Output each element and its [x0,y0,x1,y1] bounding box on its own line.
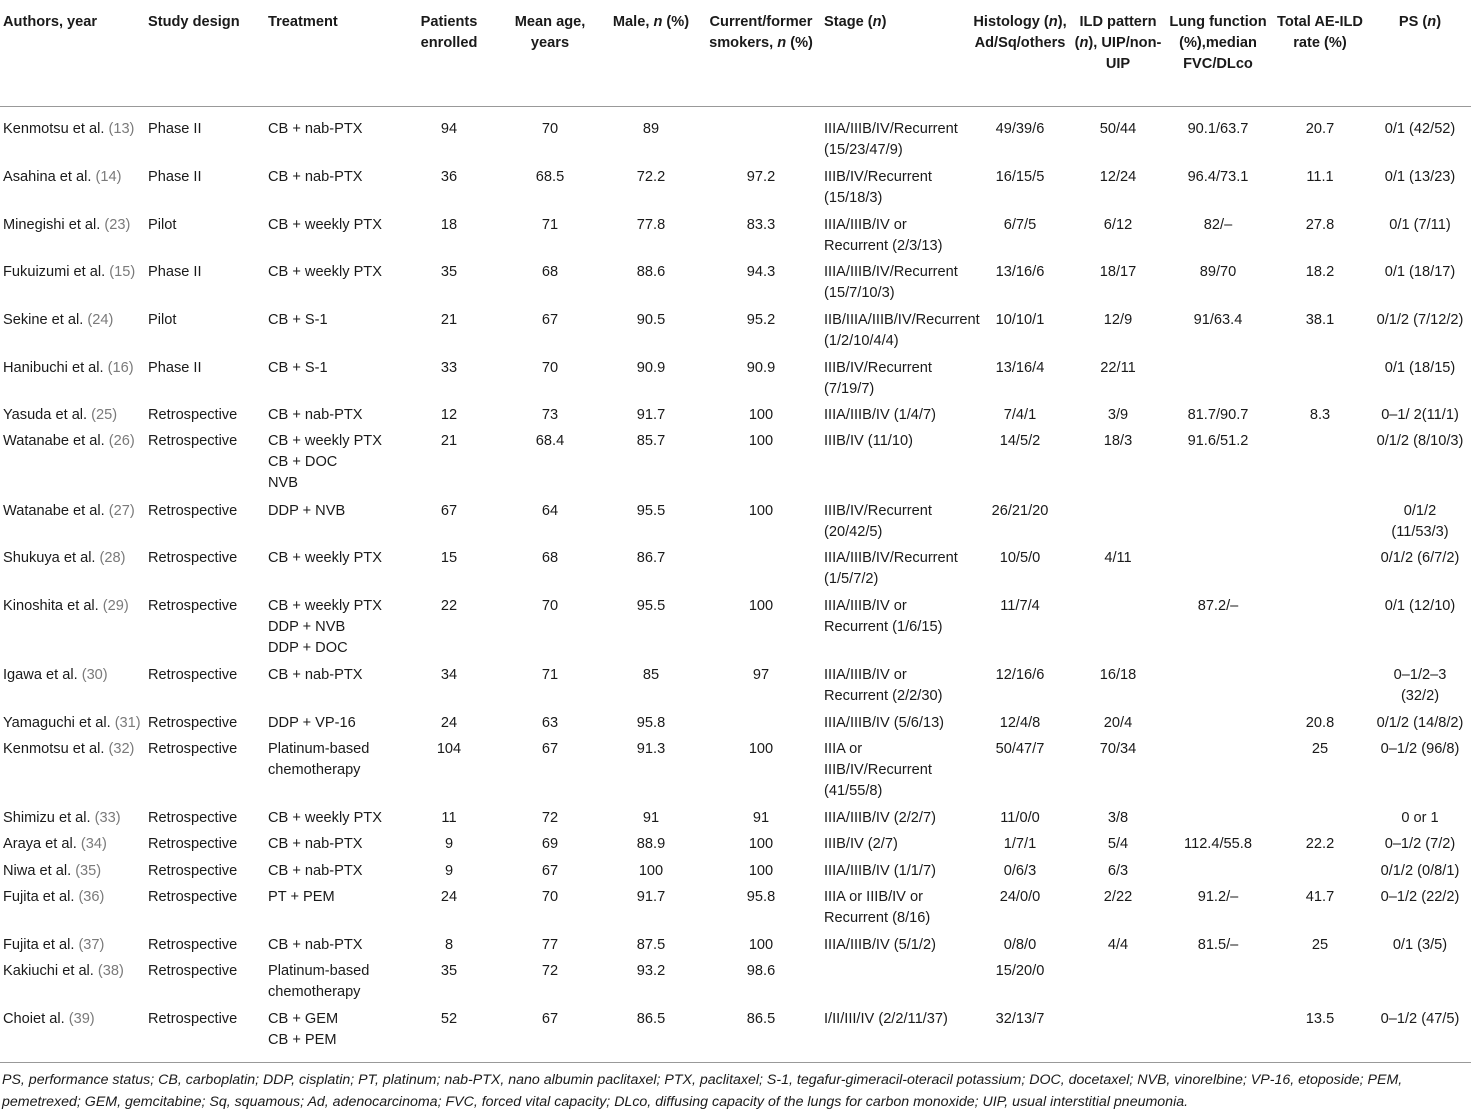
cell-patients: 104 [436,741,462,757]
cell-ps: 0–1/2 (7/2) [1384,836,1456,852]
cell-smokers: 83.3 [746,217,776,233]
cell-ps: 0/1 (12/10) [1384,598,1456,614]
cell-authors: Hanibuchi et al. (16) [3,360,134,376]
cell-authors: Asahina et al. (14) [3,169,122,185]
cell-stage: I/II/III/IV (2/2/11/37) [824,1011,948,1027]
cell-authors: Yamaguchi et al. (31) [3,715,141,731]
cell-smokers: 100 [748,598,774,614]
cell-male: 86.5 [636,1011,666,1027]
cell-stage: IIIA/IIIB/IV or Recurrent (1/6/15) [824,598,943,635]
cell-ild: 16/18 [1099,667,1137,683]
cell-treatment: CB + weekly PTX DDP + NVB DDP + DOC [268,598,382,656]
cell-treatment: CB + weekly PTX [268,810,382,826]
cell-histology: 12/16/6 [995,667,1045,683]
cell-treatment: CB + nab-PTX [268,407,363,423]
reference-link[interactable]: (35) [75,863,102,879]
reference-link[interactable]: (26) [108,433,135,449]
cell-stage: IIIA or IIIB/IV/Recurrent (41/55/8) [824,741,932,799]
cell-smokers: 90.9 [746,360,776,376]
cell-ps: 0/1/2 (14/8/2) [1376,715,1464,731]
cell-ae: 8.3 [1309,407,1331,423]
cell-patients: 34 [440,667,458,683]
cell-ps: 0/1 (13/23) [1384,169,1456,185]
cell-smokers: 95.8 [746,889,776,905]
cell-smokers: 100 [748,937,774,953]
cell-treatment: CB + weekly PTX [268,217,382,233]
cell-lung: 91/63.4 [1193,312,1243,328]
cell-male: 88.6 [636,264,666,280]
cell-stage: IIIA/IIIB/IV or Recurrent (2/2/30) [824,667,943,704]
cell-smokers: 100 [748,503,774,519]
cell-ps: 0/1 (18/17) [1384,264,1456,280]
cell-age: 71 [541,667,559,683]
cell-male: 86.7 [636,550,666,566]
cell-smokers: 100 [748,407,774,423]
cell-patients: 35 [440,963,458,979]
cell-ae: 20.8 [1305,715,1335,731]
cell-stage: IIIA/IIIB/IV (1/1/7) [824,863,936,879]
cell-design: Phase II [148,264,202,280]
cell-histology: 24/0/0 [999,889,1041,905]
cell-patients: 35 [440,264,458,280]
cell-authors: Kenmotsu et al. (32) [3,741,135,757]
cell-ae: 25 [1311,937,1329,953]
cell-male: 91.7 [636,407,666,423]
cell-male: 91 [642,810,660,826]
cell-authors: Watanabe et al. (26) [3,433,135,449]
reference-link[interactable]: (23) [104,217,131,233]
header-study-design: Study design [148,14,240,30]
cell-authors: Araya et al. (34) [3,836,107,852]
reference-link[interactable]: (34) [80,836,107,852]
cell-male: 95.5 [636,598,666,614]
cell-ae: 22.2 [1305,836,1335,852]
cell-stage: IIIB/IV/Recurrent (20/42/5) [824,503,932,540]
reference-link[interactable]: (36) [78,889,105,905]
cell-ild: 4/11 [1104,550,1132,566]
cell-histology: 14/5/2 [999,433,1041,449]
reference-link[interactable]: (24) [87,312,114,328]
cell-patients: 11 [441,810,457,826]
cell-ild: 5/4 [1107,836,1129,852]
cell-age: 70 [541,889,559,905]
cell-ae: 18.2 [1305,264,1335,280]
cell-ild: 18/3 [1103,433,1133,449]
cell-ild: 20/4 [1103,715,1133,731]
cell-age: 64 [541,503,559,519]
header-authors: Authors, year [3,14,98,30]
reference-link[interactable]: (25) [91,407,118,423]
cell-authors: Fukuizumi et al. (15) [3,264,136,280]
reference-link[interactable]: (31) [114,715,141,731]
cell-authors: Kakiuchi et al. (38) [3,963,124,979]
cell-stage: IIIB/IV (11/10) [824,433,913,449]
cell-design: Retrospective [148,810,238,826]
reference-link[interactable]: (16) [107,360,134,376]
cell-histology: 50/47/7 [995,741,1045,757]
header-ild-pattern: ILD pattern (n), UIP/non-UIP [1074,14,1162,72]
cell-ps: 0/1/2 (6/7/2) [1380,550,1460,566]
cell-lung: 81.5/– [1197,937,1239,953]
cell-age: 72 [541,810,559,826]
cell-ild: 6/12 [1103,217,1133,233]
cell-lung: 89/70 [1199,264,1237,280]
cell-ps: 0/1 (7/11) [1389,217,1451,233]
cell-treatment: CB + S-1 [268,312,328,328]
cell-histology: 13/16/6 [995,264,1045,280]
cell-histology: 10/10/1 [995,312,1045,328]
cell-design: Retrospective [148,550,238,566]
cell-authors: Choiet al. (39) [3,1011,95,1027]
cell-histology: 12/4/8 [999,715,1041,731]
cell-ps: 0/1 (3/5) [1392,937,1448,953]
cell-design: Retrospective [148,863,238,879]
cell-design: Phase II [148,169,202,185]
cell-male: 95.5 [636,503,666,519]
cell-ae: 13.5 [1305,1011,1335,1027]
cell-patients: 36 [440,169,458,185]
cell-lung: 87.2/– [1197,598,1239,614]
reference-link[interactable]: (14) [95,169,122,185]
cell-stage: IIIB/IV (2/7) [824,836,898,852]
cell-ps: 0–1/2 (96/8) [1380,741,1460,757]
cell-authors: Fujita et al. (37) [3,937,105,953]
cell-authors: Yasuda et al. (25) [3,407,118,423]
cell-treatment: DDP + VP-16 [268,715,356,731]
cell-male: 91.7 [636,889,666,905]
cell-age: 73 [541,407,559,423]
cell-treatment: CB + nab-PTX [268,121,363,137]
cell-ps: 0/1/2 (8/10/3) [1376,433,1464,449]
header-patients: Patients enrolled [420,14,478,51]
cell-stage: IIIA/IIIB/IV (5/1/2) [824,937,936,953]
cell-ild: 6/3 [1107,863,1129,879]
cell-authors: Niwa et al. (35) [3,863,102,879]
cell-design: Retrospective [148,407,238,423]
cell-design: Pilot [148,217,177,233]
cell-design: Phase II [148,360,202,376]
cell-design: Retrospective [148,433,238,449]
cell-treatment: Platinum-based chemotherapy [268,963,370,1000]
cell-ps: 0–1/2–3 (32/2) [1393,667,1447,704]
cell-male: 87.5 [636,937,666,953]
reference-link[interactable]: (15) [109,264,136,280]
cell-age: 71 [541,217,559,233]
cell-design: Retrospective [148,963,238,979]
cell-ild: 12/24 [1099,169,1137,185]
cell-ild: 3/9 [1107,407,1129,423]
cell-ps: 0/1/2 (7/12/2) [1376,312,1464,328]
cell-histology: 10/5/0 [999,550,1041,566]
cell-male: 85.7 [636,433,666,449]
cell-patients: 33 [440,360,458,376]
cell-treatment: CB + nab-PTX [268,863,363,879]
cell-lung: 90.1/63.7 [1187,121,1249,137]
cell-patients: 9 [444,863,454,879]
cell-ps: 0/1/2 (0/8/1) [1380,863,1460,879]
cell-male: 72.2 [636,169,666,185]
cell-stage: IIIB/IV/Recurrent (7/19/7) [824,360,932,397]
cell-design: Pilot [148,312,177,328]
cell-histology: 13/16/4 [995,360,1045,376]
cell-histology: 15/20/0 [995,963,1045,979]
cell-stage: IIIA/IIIB/IV (1/4/7) [824,407,936,423]
cell-age: 67 [541,1011,559,1027]
cell-treatment: CB + GEM CB + PEM [268,1011,339,1048]
cell-age: 70 [541,360,559,376]
cell-treatment: Platinum-based chemotherapy [268,741,370,778]
cell-ps: 0/1 (18/15) [1384,360,1456,376]
reference-link[interactable]: (28) [99,550,126,566]
cell-patients: 24 [440,889,458,905]
cell-lung: 96.4/73.1 [1187,169,1249,185]
reference-link[interactable]: (27) [108,503,135,519]
cell-ps: 0 or 1 [1401,810,1439,826]
cell-ps: 0/1 (42/52) [1384,121,1456,137]
table-header [0,0,1471,107]
cell-smokers: 98.6 [746,963,776,979]
cell-patients: 22 [440,598,458,614]
cell-histology: 1/7/1 [1003,836,1037,852]
cell-male: 88.9 [636,836,666,852]
cell-stage: IIIA/IIIB/IV/Recurrent (15/7/10/3) [824,264,958,301]
cell-male: 95.8 [636,715,666,731]
cell-age: 68.5 [535,169,565,185]
cell-treatment: CB + nab-PTX [268,937,363,953]
cell-patients: 8 [444,937,454,953]
cell-male: 77.8 [636,217,666,233]
header-ae-ild-rate: Total AE-ILD rate (%) [1277,14,1363,51]
cell-age: 72 [541,963,559,979]
reference-link[interactable]: (39) [68,1011,95,1027]
cell-design: Retrospective [148,598,238,614]
header-male: Male, n (%) [612,14,690,30]
cell-ild: 3/8 [1107,810,1129,826]
cell-ae: 27.8 [1305,217,1335,233]
cell-histology: 0/6/3 [1003,863,1037,879]
cell-histology: 0/8/0 [1003,937,1037,953]
cell-authors: Shukuya et al. (28) [3,550,126,566]
cell-lung: 82/– [1203,217,1233,233]
cell-smokers: 100 [748,741,774,757]
cell-design: Retrospective [148,667,238,683]
cell-male: 100 [638,863,664,879]
cell-histology: 26/21/20 [991,503,1049,519]
cell-authors: Fujita et al. (36) [3,889,105,905]
cell-design: Retrospective [148,715,238,731]
cell-authors: Igawa et al. (30) [3,667,108,683]
cell-age: 69 [541,836,559,852]
cell-histology: 16/15/5 [995,169,1045,185]
cell-age: 70 [541,598,559,614]
cell-authors: Kinoshita et al. (29) [3,598,129,614]
cell-smokers: 97 [752,667,770,683]
cell-treatment: CB + weekly PTX CB + DOC NVB [268,433,382,491]
header-lung-function: Lung function (%),median FVC/DLco [1169,14,1267,72]
cell-patients: 21 [440,433,458,449]
cell-treatment: CB + S-1 [268,360,328,376]
cell-ps: 0–1/ 2(11/1) [1381,407,1459,423]
cell-male: 90.9 [636,360,666,376]
cell-histology: 7/4/1 [1003,407,1037,423]
cell-treatment: CB + nab-PTX [268,667,363,683]
cell-smokers: 91 [752,810,770,826]
cell-treatment: CB + weekly PTX [268,264,382,280]
cell-ild: 70/34 [1099,741,1137,757]
cell-age: 67 [541,312,559,328]
cell-ae: 11.1 [1306,169,1334,185]
cell-authors: Minegishi et al. (23) [3,217,131,233]
cell-smokers: 100 [748,433,774,449]
cell-stage: IIIA or IIIB/IV or Recurrent (8/16) [824,889,931,926]
cell-ild: 50/44 [1099,121,1137,137]
cell-stage: IIIA/IIIB/IV (5/6/13) [824,715,945,731]
cell-patients: 67 [440,503,458,519]
cell-design: Retrospective [148,937,238,953]
cell-design: Retrospective [148,889,238,905]
cell-design: Retrospective [148,1011,238,1027]
cell-ild: 18/17 [1099,264,1137,280]
cell-treatment: DDP + NVB [268,503,346,519]
cell-patients: 15 [440,550,458,566]
table-bottom-rule [0,1062,1471,1063]
reference-link[interactable]: (29) [102,598,129,614]
cell-treatment: CB + weekly PTX [268,550,382,566]
cell-treatment: PT + PEM [268,889,335,905]
cell-histology: 49/39/6 [995,121,1045,137]
cell-stage: IIIA/IIIB/IV/Recurrent (15/23/47/9) [824,121,958,158]
cell-authors: Watanabe et al. (27) [3,503,135,519]
cell-stage: IIIA/IIIB/IV/Recurrent (1/5/7/2) [824,550,958,587]
cell-ps: 0–1/2 (22/2) [1380,889,1460,905]
cell-ild: 2/22 [1103,889,1133,905]
cell-male: 91.3 [636,741,666,757]
cell-smokers: 97.2 [746,169,776,185]
cell-stage: IIIA/IIIB/IV (2/2/7) [824,810,936,826]
cell-age: 63 [541,715,559,731]
reference-link[interactable]: (38) [97,963,124,979]
cell-authors: Shimizu et al. (33) [3,810,121,826]
cell-design: Phase II [148,121,202,137]
header-stage: Stage (n) [824,14,887,30]
cell-patients: 21 [440,312,458,328]
cell-male: 85 [642,667,660,683]
cell-stage: IIIA/IIIB/IV or Recurrent (2/3/13) [824,217,943,254]
cell-ps: 0/1/2 (11/53/3) [1391,503,1449,540]
cell-age: 67 [541,741,559,757]
cell-treatment: CB + nab-PTX [268,169,363,185]
cell-lung: 81.7/90.7 [1187,407,1249,423]
header-ps: PS (n) [1398,14,1442,30]
reference-link[interactable]: (30) [81,667,108,683]
cell-lung: 91.6/51.2 [1187,433,1249,449]
cell-male: 90.5 [636,312,666,328]
cell-age: 68 [541,550,559,566]
cell-ps: 0–1/2 (47/5) [1380,1011,1460,1027]
cell-histology: 11/0/0 [1000,810,1040,826]
reference-link[interactable]: (32) [108,741,135,757]
cell-smokers: 86.5 [746,1011,776,1027]
cell-authors: Kenmotsu et al. (13) [3,121,135,137]
cell-histology: 6/7/5 [1003,217,1037,233]
cell-patients: 94 [440,121,458,137]
cell-stage: IIB/IIIA/IIIB/IV/Recurrent (1/2/10/4/4) [824,312,980,349]
header-mean-age: Mean age, years [514,14,586,51]
cell-ae: 25 [1311,741,1329,757]
cell-authors: Sekine et al. (24) [3,312,114,328]
cell-patients: 52 [440,1011,458,1027]
cell-age: 68.4 [535,433,565,449]
cell-ild: 12/9 [1103,312,1133,328]
cell-histology: 11/7/4 [1000,598,1040,614]
header-smokers: Current/former smokers, n (%) [709,14,813,51]
cell-ae: 41.7 [1305,889,1335,905]
cell-ae: 20.7 [1305,121,1335,137]
cell-age: 68 [541,264,559,280]
reference-link[interactable]: (13) [108,121,135,137]
cell-stage: IIIB/IV/Recurrent (15/18/3) [824,169,932,206]
cell-treatment: CB + nab-PTX [268,836,363,852]
cell-design: Retrospective [148,836,238,852]
cell-age: 77 [541,937,559,953]
reference-link[interactable]: (37) [78,937,105,953]
cell-patients: 18 [440,217,458,233]
cell-ild: 22/11 [1100,360,1136,376]
reference-link[interactable]: (33) [94,810,121,826]
cell-smokers: 100 [748,836,774,852]
cell-smokers: 100 [748,863,774,879]
cell-lung: 91.2/– [1197,889,1239,905]
header-treatment: Treatment [268,14,338,30]
cell-patients: 24 [440,715,458,731]
cell-patients: 12 [440,407,458,423]
cell-age: 70 [541,121,559,137]
cell-age: 67 [541,863,559,879]
table-footnote: PS, performance status; CB, carboplatin; DDP, cisplatin; PT, platinum; nab-PTX, nano albumin paclitaxel; PTX, paclitaxel; S-1, tegafur-gimeracil-oteracil potassium; DOC, docetaxel; NVB, vinorelbine; VP-16, etoposide; PEM, pemetrexed; GEM, gemcitabine; Sq, squamous; Ad, adenocarcinoma; FVC, forced vital capacity; DLco, diffusing capacity of the lungs for carbon monoxide; UIP, usual interstitial pneumonia. [2,1072,1403,1110]
cell-ild: 4/4 [1107,937,1129,953]
cell-histology: 32/13/7 [995,1011,1045,1027]
cell-smokers: 95.2 [746,312,776,328]
cell-patients: 9 [444,836,454,852]
cell-design: Retrospective [148,503,238,519]
cell-smokers: 94.3 [746,264,776,280]
cell-lung: 112.4/55.8 [1184,836,1252,852]
cell-male: 93.2 [636,963,666,979]
cell-design: Retrospective [148,741,238,757]
cell-ae: 38.1 [1305,312,1335,328]
header-histology: Histology (n), Ad/Sq/others [973,14,1067,51]
cell-male: 89 [642,121,660,137]
